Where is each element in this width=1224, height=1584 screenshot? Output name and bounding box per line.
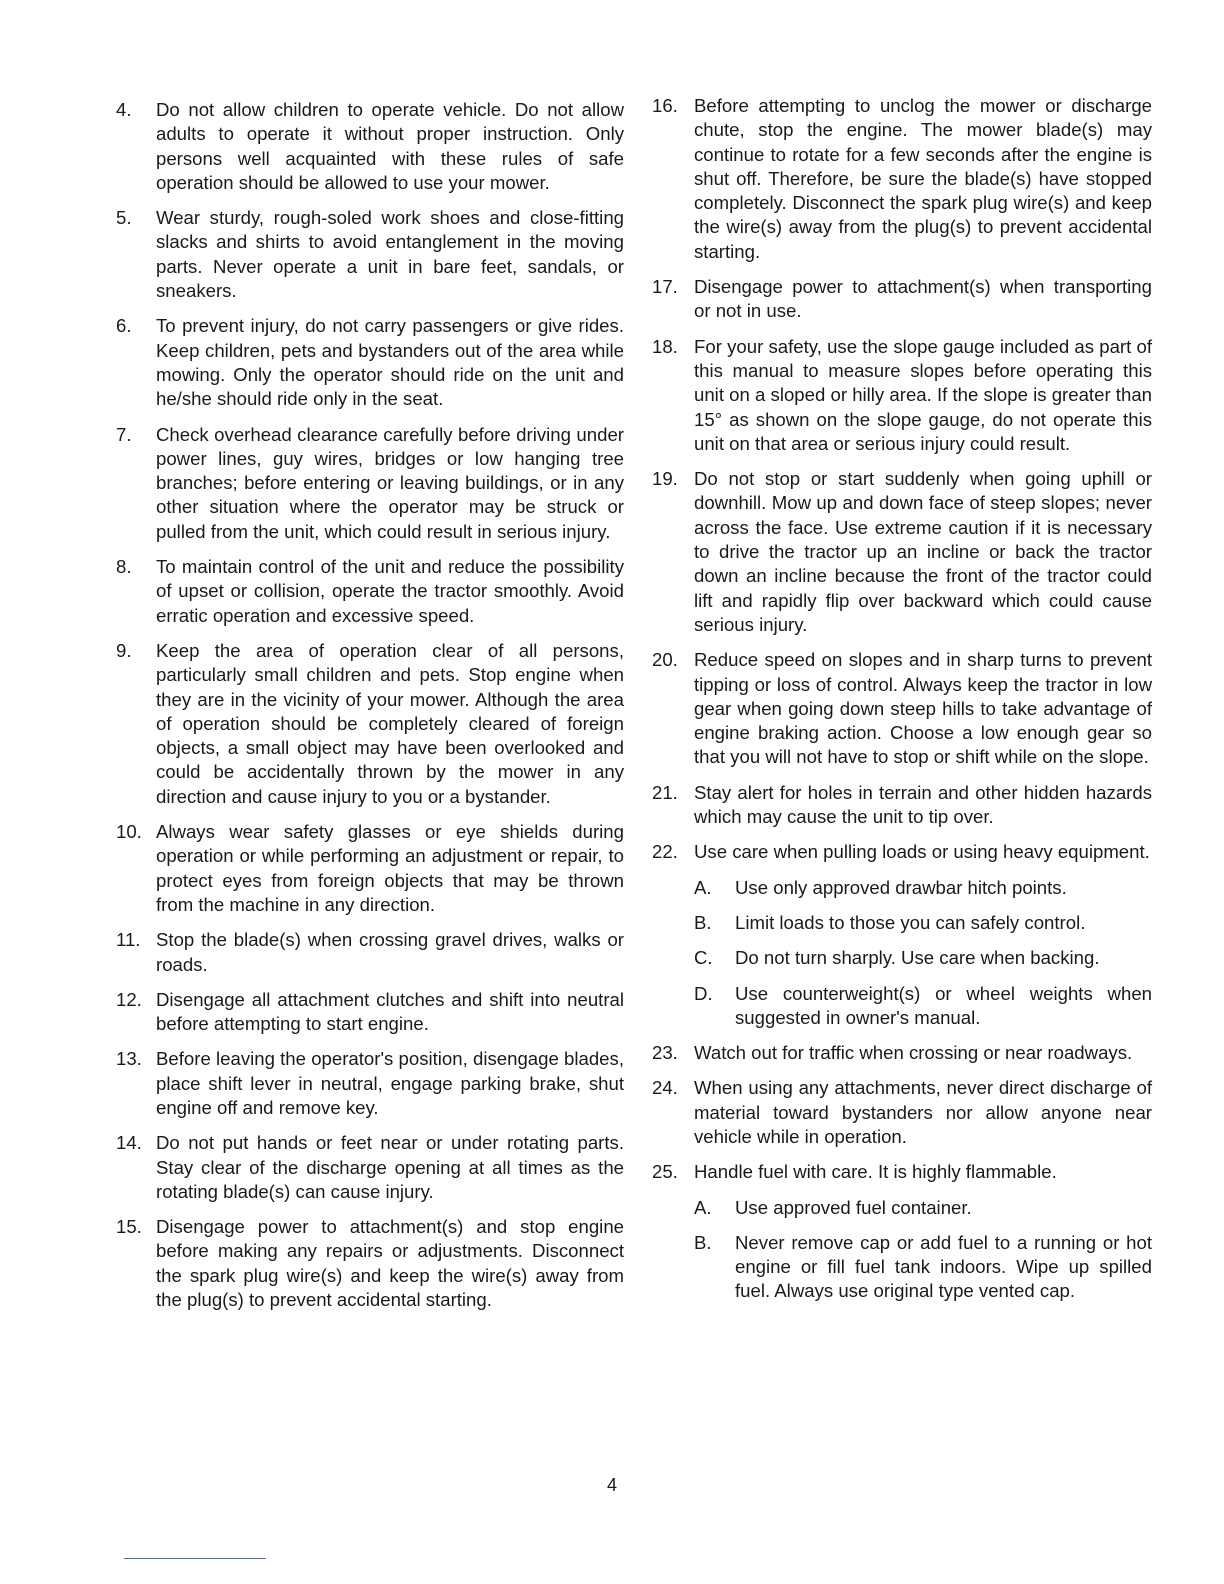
item-text: Disengage all attachment clutches and shift into neutral before attempting to start engine. (156, 988, 624, 1035)
sub-item-letter: B. (694, 1231, 712, 1253)
list-item-10 (116, 820, 624, 917)
item-number: 21. (652, 781, 678, 803)
list-item-13 (116, 1047, 624, 1120)
item-text: Before leaving the operator's position, disengage blades, place shift lever in neutral, engage parking brake, shut engine off and remove key. (156, 1048, 624, 1118)
sub-item-letter: A. (694, 1196, 712, 1218)
list-item-9 (116, 639, 624, 809)
list-item-24 (652, 1076, 1152, 1149)
list-item-25 (652, 1160, 1152, 1184)
item-text: Keep the area of operation clear of all persons, particularly small children and pets. Stop engine when they are in the vicinity of your mower. Although the area of operation should be completely cleared of foreign objects, a small object may have been overlooked and could be accidentally thrown by the mower in any direction and cause injury to you or a bystander. (156, 639, 624, 807)
list-item-8 (116, 555, 624, 628)
item-text: Do not put hands or feet near or under rotating parts. Stay clear of the discharge opening at all times as the rotating blade(s) can cause injury. (156, 1132, 624, 1202)
item-text: To prevent injury, do not carry passengers or give rides. Keep children, pets and bystanders out of the area while mowing. Only the operator should ride on the unit and he/she should ride only in the seat. (156, 315, 624, 410)
sub-item-text: Do not turn sharply. Use care when backing. (735, 947, 1100, 969)
item-text: Disengage power to attachment(s) and stop engine before making any repairs or adjustments. Disconnect the spark plug wire(s) and keep the wire(s) away from the plug(s) to prevent accidental starting. (156, 1216, 624, 1311)
list-item-17 (652, 275, 1152, 324)
list-item-7 (116, 423, 624, 544)
item-number: 17. (652, 276, 678, 298)
item-text: Stay alert for holes in terrain and other hidden hazards which may cause the unit to tip over. (694, 781, 1152, 828)
item-number: 8. (116, 556, 132, 578)
item-text: Do not allow children to operate vehicle. Do not allow adults to operate it without proper instruction. Only persons well acquainted with these rules of safe operation should be allowed to use your mower. (156, 99, 624, 193)
sub-item-letter: D. (694, 982, 713, 1004)
list-item-22 (652, 840, 1152, 864)
list-item-4 (116, 98, 624, 195)
sub-item-22c (694, 946, 1152, 970)
page-number: 4 (606, 1475, 617, 1495)
list-item-11 (116, 928, 624, 977)
sub-item-text: Never remove cap or add fuel to a running or hot engine or fill fuel tank indoors. Wipe up spilled fuel. Always use original type vented cap. (735, 1231, 1152, 1302)
item-text: When using any attachments, never direct discharge of material toward bystanders nor allow anyone near vehicle while in operation. (694, 1077, 1152, 1147)
list-item-18 (652, 335, 1152, 456)
item-number: 9. (116, 639, 132, 661)
item-text: Always wear safety glasses or eye shields during operation or while performing an adjustment or repair, to protect eyes from foreign objects that may be thrown from the machine in any direction. (156, 821, 624, 915)
item-text: Do not stop or start suddenly when going uphill or downhill. Mow up and down face of steep slopes; never across the face. Use extreme caution if it is necessary to drive the tractor up an incline or back the tractor down an incline because the front of the tractor could lift and rapidly flip over backward which could cause serious injury. (694, 468, 1152, 635)
item-number: 14. (116, 1132, 142, 1154)
sub-item-text: Use counterweight(s) or wheel weights when suggested in owner's manual. (735, 982, 1152, 1028)
item-number: 6. (116, 315, 132, 337)
sub-item-letter: A. (694, 876, 712, 898)
item-text: To maintain control of the unit and reduce the possibility of upset or collision, operate the tractor smoothly. Avoid erratic operation and excessive speed. (156, 556, 624, 626)
list-item-15 (116, 1215, 624, 1312)
left-column (116, 98, 624, 1323)
item-number: 4. (116, 99, 132, 120)
item-number: 22. (652, 841, 678, 863)
item-number: 15. (116, 1216, 142, 1238)
sub-item-25b (694, 1231, 1152, 1304)
list-item-23 (652, 1041, 1152, 1065)
bottom-rule (124, 1558, 266, 1559)
list-item-21 (652, 781, 1152, 830)
item-number: 20. (652, 649, 678, 671)
item-number: 16. (652, 95, 678, 116)
item-number: 25. (652, 1161, 678, 1183)
list-item-5 (116, 206, 624, 303)
item-number: 24. (652, 1077, 678, 1099)
item-number: 5. (116, 207, 132, 229)
item-number: 12. (116, 988, 142, 1010)
list-item-14 (116, 1131, 624, 1204)
list-item-20 (652, 648, 1152, 769)
item-text: Reduce speed on slopes and in sharp turns to prevent tipping or loss of control. Always keep the tractor in low gear when going down steep hills to take advantage of engine braking action. Choose a low enough gear so that you will not have to stop or shift while on the slope. (694, 649, 1152, 768)
sub-item-22a (694, 876, 1152, 900)
item-number: 19. (652, 468, 678, 490)
item-text: Check overhead clearance carefully before driving under power lines, guy wires, bridges or low hanging tree branches; before entering or leaving buildings, or in any other situation where the operator may be struck or pulled from the unit, which could result in serious injury. (156, 423, 624, 542)
item-text: For your safety, use the slope gauge included as part of this manual to measure slopes before operating this unit on a sloped or hilly area. If the slope is greater than 15° as shown on the slope gauge, do not operate this unit on that area or serious injury could result. (694, 335, 1152, 454)
item-text: Disengage power to attachment(s) when transporting or not in use. (694, 276, 1152, 322)
sub-item-25a (694, 1196, 1152, 1220)
sub-item-22d (694, 982, 1152, 1031)
sub-item-text: Limit loads to those you can safely control. (735, 911, 1086, 933)
item-text: Use care when pulling loads or using heavy equipment. (694, 841, 1150, 863)
sub-item-letter: C. (694, 947, 713, 969)
item-number: 18. (652, 335, 678, 357)
sub-item-text: Use approved fuel container. (735, 1196, 972, 1218)
list-item-12 (116, 988, 624, 1037)
item-text: Before attempting to unclog the mower or discharge chute, stop the engine. The mower blade(s) may continue to rotate for a few seconds after the engine is shut off. Therefore, be sure the blade(s) have stopped completely. Disconnect the spark plug wire(s) and keep the wire(s) away from the plug(s) to prevent accidental starting. (694, 95, 1152, 262)
item-number: 11. (116, 929, 141, 951)
item-number: 10. (116, 821, 142, 843)
list-item-16 (652, 94, 1152, 264)
item-number: 7. (116, 423, 132, 445)
item-text: Handle fuel with care. It is highly flammable. (694, 1161, 1057, 1183)
item-text: Watch out for traffic when crossing or near roadways. (694, 1042, 1133, 1064)
sub-item-letter: B. (694, 911, 712, 933)
sub-item-22b (694, 911, 1152, 935)
list-item-6 (116, 314, 624, 411)
item-text: Stop the blade(s) when crossing gravel drives, walks or roads. (156, 929, 624, 975)
right-column (652, 94, 1152, 1315)
list-item-19 (652, 467, 1152, 637)
sub-item-text: Use only approved drawbar hitch points. (735, 876, 1067, 898)
item-text: Wear sturdy, rough-soled work shoes and close-fitting slacks and shirts to avoid entanglement in the moving parts. Never operate a unit in bare feet, sandals, or sneakers. (156, 207, 624, 302)
item-number: 23. (652, 1042, 678, 1064)
item-number: 13. (116, 1048, 142, 1070)
